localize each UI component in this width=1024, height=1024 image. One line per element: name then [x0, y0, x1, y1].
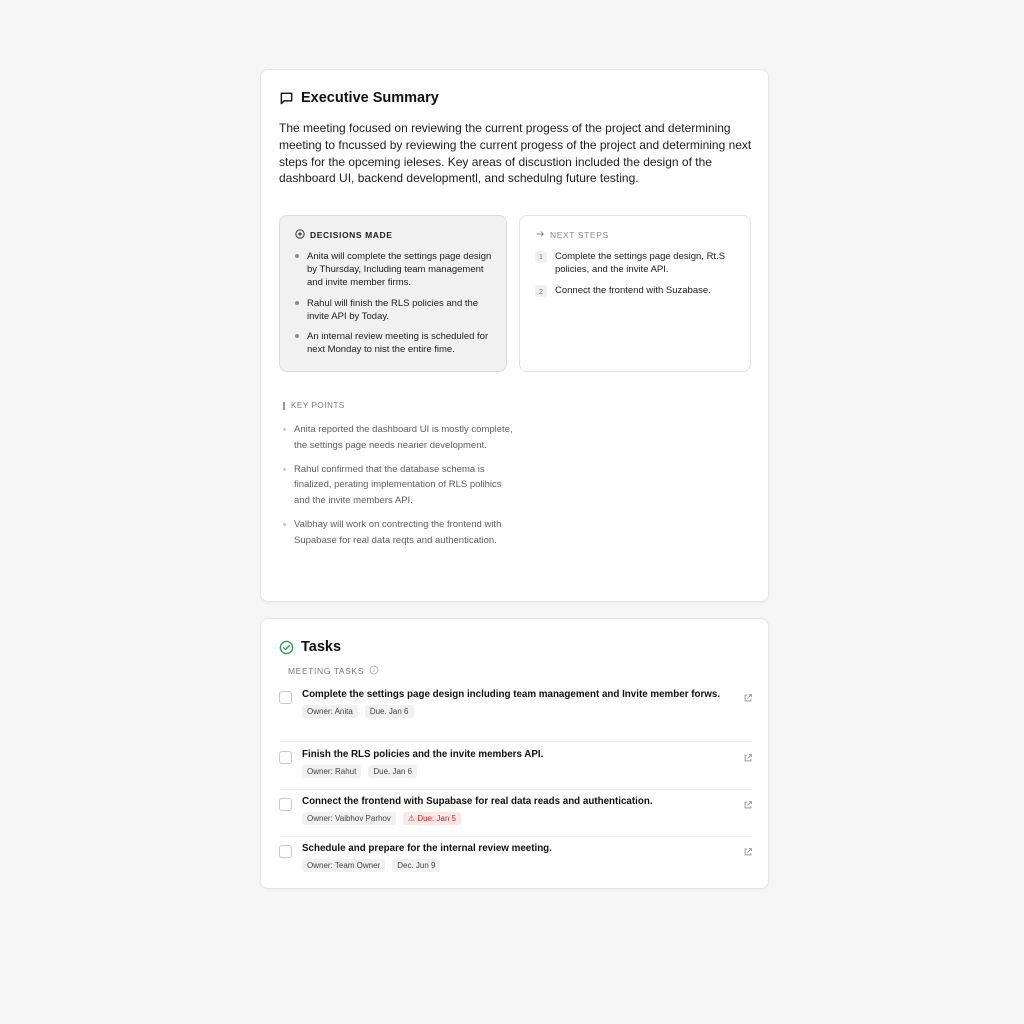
task-checkbox[interactable] — [279, 691, 292, 704]
decision-item: Anita will complete the settings page design by Thursday, Including team management and invite member firms. — [295, 250, 500, 290]
task-tags — [302, 859, 440, 872]
key-points-label-text: KEY POINTS — [291, 401, 345, 410]
overdue-due-tag — [403, 812, 461, 825]
due-tag-text: Due: Jan 5 — [417, 814, 457, 823]
next-steps-label — [535, 229, 609, 241]
arrow-right-icon — [535, 229, 545, 241]
executive-summary-title: Executive Summary — [301, 90, 439, 106]
external-link-icon[interactable] — [743, 750, 753, 768]
external-link-icon[interactable] — [743, 844, 753, 862]
due-tag: Due. Jan 6 — [368, 765, 417, 778]
decisions-list — [295, 250, 500, 363]
next-steps-panel — [519, 215, 751, 372]
decisions-made-label-text: DECISIONS MADE — [310, 230, 393, 240]
key-point-item: Valbhay will work on contrecting the frontend with Supabase for real data reqts and authentication. — [283, 517, 513, 549]
bar-marker-icon — [283, 402, 285, 410]
owner-tag: Owner: Team Owner — [302, 859, 385, 872]
owner-tag: Owner: Rahut — [302, 765, 361, 778]
task-tags — [302, 705, 414, 718]
task-tags — [302, 765, 417, 778]
task-title: Finish the RLS policies and the invite members API. — [302, 749, 544, 760]
due-tag: Dec. Jun 9 — [392, 859, 440, 872]
tasks-title: Tasks — [301, 639, 342, 655]
step-text: Connect the frontend with Suzabase. — [555, 285, 711, 297]
task-title: Schedule and prepare for the internal review meeting. — [302, 843, 552, 854]
external-link-icon[interactable] — [743, 690, 753, 708]
info-icon[interactable] — [369, 665, 379, 677]
decision-item: Rahul will finish the RLS policies and the invite API by Today. — [295, 297, 500, 323]
owner-tag: Owner: Anita — [302, 705, 358, 718]
decisions-made-label — [295, 229, 393, 241]
task-divider — [279, 836, 753, 837]
next-step-item — [535, 250, 740, 276]
owner-tag: Owner: Vaibhov Parhov — [302, 812, 396, 825]
key-point-item: Anita reported the dashboard UI is mostly complete, the settings page needs nearier development. — [283, 422, 513, 454]
decision-item: An internal review meeting is scheduled for next Monday to nist the entire fime. — [295, 330, 500, 356]
tasks-header — [279, 639, 341, 655]
task-checkbox[interactable] — [279, 751, 292, 764]
next-steps-list — [535, 250, 740, 306]
next-steps-label-text: NEXT STEPS — [550, 230, 609, 240]
executive-summary-header — [279, 90, 439, 106]
step-text: Complete the settings page design, Rt.S policies, and the invite API. — [555, 251, 726, 276]
add-circle-icon — [295, 229, 305, 241]
due-tag: Due. Jan 6 — [365, 705, 414, 718]
step-number: 1 — [535, 251, 547, 263]
alert-user-icon: ⚠ — [407, 814, 416, 823]
meeting-tasks-label-text: MEETING TASKS — [288, 666, 364, 676]
decisions-made-panel — [279, 215, 507, 372]
key-point-item: Rahul confirmed that the database schema is finalized, perating implementation of RLS polihics and the invite members API. — [283, 462, 513, 509]
meeting-tasks-label — [288, 665, 379, 677]
check-circle-icon — [279, 640, 294, 655]
key-points-list — [283, 422, 513, 557]
summary-paragraph: The meeting focused on reviewing the current progess of the project and determining meeting to fncussed by reviewing the current progess of the project and determining next steps for the opceming ieleses. Key areas of discustion included the design of the dashboard UI, backend developmentl, and schedulng future testing. — [279, 121, 752, 186]
step-number: 2 — [535, 285, 547, 297]
next-step-item — [535, 284, 740, 297]
executive-summary-card — [260, 69, 769, 602]
task-divider — [279, 741, 753, 742]
task-tags — [302, 812, 461, 825]
tasks-card — [260, 618, 769, 889]
task-title: Connect the frontend with Supabase for real data reads and authentication. — [302, 796, 653, 807]
task-divider — [279, 789, 753, 790]
task-checkbox[interactable] — [279, 798, 292, 811]
task-checkbox[interactable] — [279, 845, 292, 858]
key-points-label — [283, 401, 345, 410]
external-link-icon[interactable] — [743, 797, 753, 815]
task-title: Complete the settings page design including team management and Invite member forws. — [302, 689, 721, 700]
chat-bubble-icon — [279, 91, 294, 106]
